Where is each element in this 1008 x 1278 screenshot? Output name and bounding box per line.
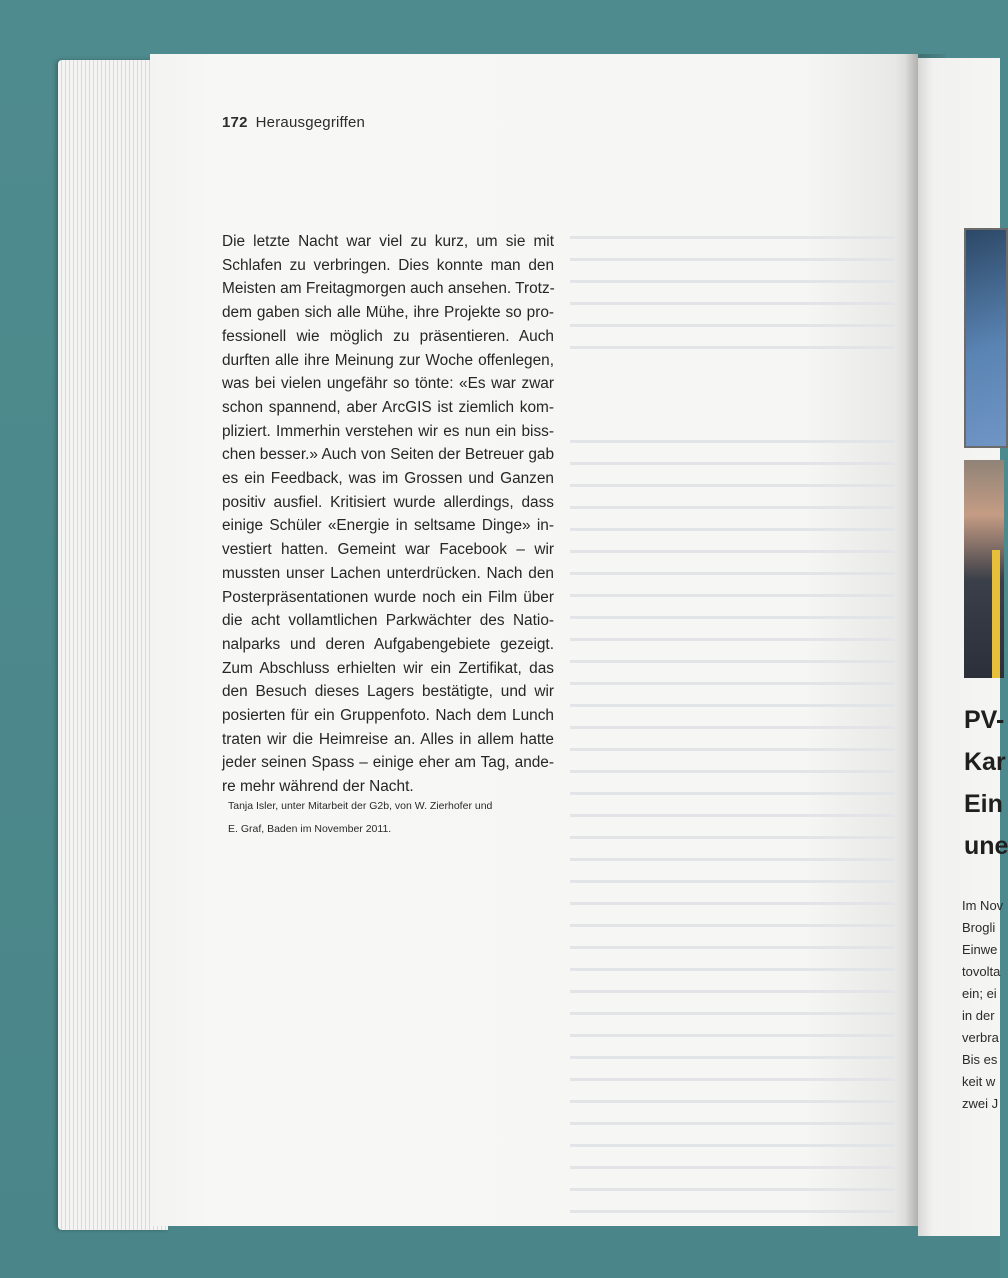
article-line: was bei vielen ungefähr so tönte: «Es war zwar xyxy=(222,375,554,393)
article-credits xyxy=(228,795,558,841)
show-through-line xyxy=(570,1100,895,1103)
article-line: re mehr während der Nacht. xyxy=(222,778,414,796)
running-header xyxy=(222,114,365,131)
show-through-line xyxy=(570,638,895,641)
show-through-line xyxy=(570,506,895,509)
article-line: durften alle ihre Meinung zur Woche offenlegen, xyxy=(222,351,554,369)
show-through-line xyxy=(570,990,895,993)
show-through-line xyxy=(570,572,895,575)
show-through-line xyxy=(570,324,895,327)
article-body xyxy=(222,230,554,799)
show-through-line xyxy=(570,484,895,487)
right-page-text-fragment: verbra xyxy=(962,1030,999,1045)
show-through-line xyxy=(570,660,895,663)
article-line: jeder seinen Spass – einige eher am Tag, ande- xyxy=(222,754,554,772)
show-through-line xyxy=(570,902,895,905)
article-line: traten wir die Heimreise an. Alles in allem hatte xyxy=(222,730,554,748)
right-page-text-fragment: Einwe xyxy=(962,942,998,957)
right-page-text-fragment: Im Nov xyxy=(962,898,1004,913)
show-through-line xyxy=(570,1034,895,1037)
article-line: den Besuch dieses Lagers bestätigte, und wir xyxy=(222,683,554,701)
right-page-text-fragment: keit w xyxy=(962,1074,996,1089)
photo-portrait xyxy=(964,460,1004,678)
article-line: Posterpräsentationen wurde noch ein Film über xyxy=(222,588,554,606)
show-through-line xyxy=(570,1188,895,1191)
page-number: 172 xyxy=(222,114,248,131)
article-line: positiv ausfiel. Kritisiert wurde allerdings, dass xyxy=(222,493,554,511)
show-through-line xyxy=(570,462,895,465)
show-through-line xyxy=(570,704,895,707)
right-page-text-fragment: in der xyxy=(962,1008,995,1023)
credit-line: Tanja Isler, unter Mitarbeit der G2b, von W. Zierhofer und xyxy=(228,800,493,812)
section-title: Herausgegriffen xyxy=(255,114,366,131)
show-through-line xyxy=(570,946,895,949)
show-through-line xyxy=(570,968,895,971)
right-page-text-fragment: tovolta xyxy=(962,964,1001,979)
right-page-text-fragment: Brogli xyxy=(962,920,996,935)
show-through-line xyxy=(570,726,895,729)
portrait-tie xyxy=(992,550,1000,678)
article-line: schon spannend, aber ArcGIS ist ziemlich kom- xyxy=(222,398,554,416)
credit-line: E. Graf, Baden im November 2011. xyxy=(228,823,392,835)
article-line: Schlafen zu verbringen. Dies konnte man den xyxy=(222,256,554,274)
show-through-line xyxy=(570,858,895,861)
article-line: dem gaben sich alle Mühe, ihre Projekte so pro- xyxy=(222,304,554,322)
show-through-line xyxy=(570,1144,895,1147)
show-through-line xyxy=(570,440,895,443)
show-through-line xyxy=(570,1166,895,1169)
show-through-line xyxy=(570,1056,895,1059)
show-through-line xyxy=(570,302,895,305)
show-through-line xyxy=(570,1078,895,1081)
show-through-line xyxy=(570,836,895,839)
article-line: einige Schüler «Energie in seltsame Dinge» in- xyxy=(222,517,554,535)
show-through-line xyxy=(570,792,895,795)
show-through-line xyxy=(570,924,895,927)
show-through-line xyxy=(570,682,895,685)
show-through-line xyxy=(570,880,895,883)
show-through-line xyxy=(570,770,895,773)
show-through-line xyxy=(570,280,895,283)
show-through-line xyxy=(570,616,895,619)
show-through-line xyxy=(570,550,895,553)
show-through-line xyxy=(570,528,895,531)
article-line: Die letzte Nacht war viel zu kurz, um sie mit xyxy=(222,233,554,250)
right-page-text-fragment: ein; ei xyxy=(962,986,997,1001)
article-line: posierten für ein Gruppenfoto. Nach dem Lunch xyxy=(222,707,554,725)
right-page-text-fragment: zwei J xyxy=(962,1096,999,1111)
article-line: Meisten am Freitagmorgen auch ansehen. Trotz- xyxy=(222,280,555,298)
right-page xyxy=(918,58,1008,1236)
article-line: vestiert hatten. Gemeint war Facebook – wir xyxy=(222,541,554,559)
show-through-line xyxy=(570,1122,895,1125)
article-line: pliziert. Immerhin verstehen wir es nun ein biss- xyxy=(222,422,554,440)
right-page-headline-fragment: Ein xyxy=(964,790,1003,818)
right-page-headline-fragment: une xyxy=(964,832,1008,860)
show-through-line xyxy=(570,1210,895,1213)
show-through-line xyxy=(570,346,895,349)
show-through-line xyxy=(570,236,895,239)
article-line: chen besser.» Auch von Seiten der Betreuer gab xyxy=(222,446,554,464)
show-through-line xyxy=(570,594,895,597)
show-through-line xyxy=(570,258,895,261)
show-through-line xyxy=(570,1012,895,1015)
show-through-line xyxy=(570,814,895,817)
article-line: fessionell wie möglich zu präsentieren. Auch xyxy=(222,327,554,345)
right-page-headline-fragment: PV- xyxy=(964,706,1005,734)
right-page-text-fragment: Bis es xyxy=(962,1052,998,1067)
article-line: Zum Abschluss erhielten wir ein Zertifikat, das xyxy=(222,659,554,677)
photo-top xyxy=(964,228,1008,448)
article-line: es ein Feedback, was im Grossen und Ganzen xyxy=(222,470,554,488)
article-line: mussten unser Lachen unterdrücken. Nach den xyxy=(222,564,554,582)
right-page-headline-fragment: Kar xyxy=(964,748,1006,776)
article-line: nalparks und deren Aufgabengebiete gezeigt. xyxy=(222,635,554,653)
article-line: die acht vollamtlichen Parkwächter des Natio- xyxy=(222,612,554,630)
show-through-line xyxy=(570,748,895,751)
